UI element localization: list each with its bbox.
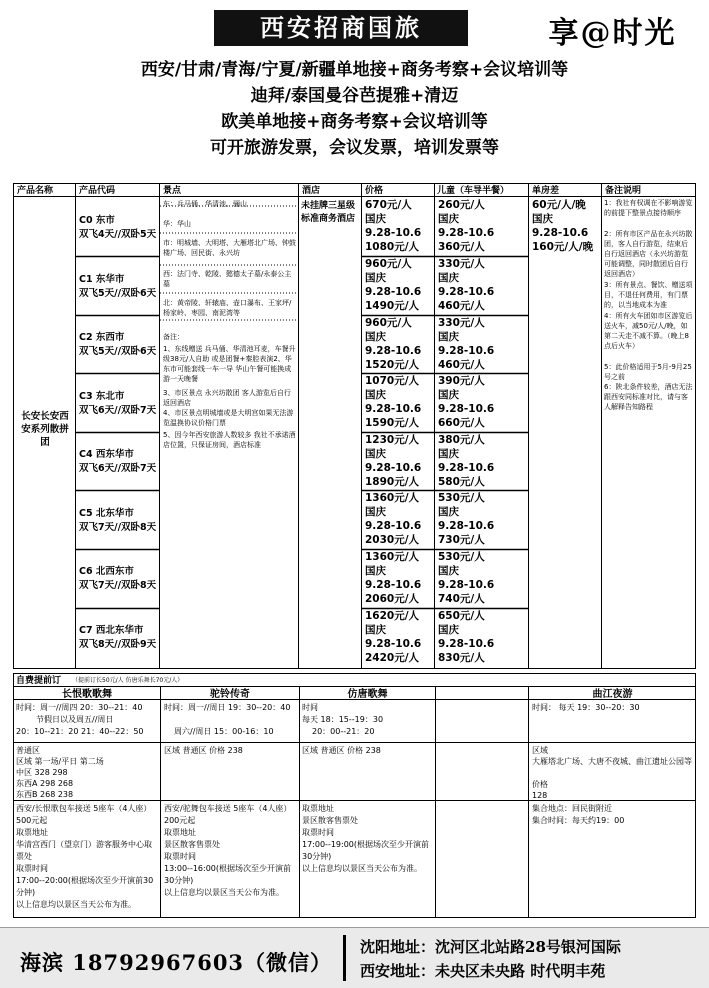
area-changhen-head: 区域 第一场/平日 第二场 — [16, 757, 104, 766]
child-price-c7: 650元/人 — [438, 610, 485, 622]
time-changhen-2: 节假日以及周五//周日 — [36, 715, 114, 724]
child-holiday-price-c1: 460元/人 — [438, 300, 485, 312]
child-holiday-price-c0: 360元/人 — [438, 241, 485, 253]
adult-holiday-price-c0: 1080元/人 — [365, 241, 420, 253]
code-c4-days: 双飞6天//双卧7天 — [79, 463, 157, 474]
code-c5: C5 北东华市 — [79, 508, 134, 519]
time-fangtang-label: 时间 — [302, 703, 318, 712]
remarks-title: 备注： — [163, 333, 184, 341]
time-tuoling-1: 时间：周一//周日 19：30--20：40 — [164, 703, 291, 712]
ticket-tuoling-car: 西安/驼舞包车接送 5座车（4人座）200元起 — [164, 804, 292, 825]
note-1: 1：我社有权调在不影响游览的前提下整景点接待顺序 — [604, 199, 693, 217]
adult-holiday-dates-c1: 9.28-10.6 — [365, 286, 422, 298]
slogan-text: 享@时光 — [548, 16, 677, 51]
child-price-c2: 330元/人 — [438, 317, 485, 329]
area-changhen-a: 东西A 298 268 — [16, 779, 74, 788]
child-holiday-dates-c6: 9.28-10.6 — [438, 579, 495, 591]
footer-divider — [343, 935, 346, 981]
footer-address-xian: 西安地址：未央区未央路 时代明丰苑 — [360, 962, 606, 980]
remark-5: 5、因今年西安旅游人数较多 我社不承诺酒店位置，只保证房间，酒店标准 — [163, 431, 296, 449]
adult-holiday-dates-c2: 9.28-10.6 — [365, 345, 422, 357]
product-name: 长安长安西安系列散拼团 — [21, 411, 69, 448]
child-holiday-label-c5: 国庆 — [438, 506, 459, 518]
adult-holiday-label-c0: 国庆 — [365, 213, 386, 225]
options-subtitle: （提前订长50元/人 仿唐乐舞长70元/人） — [72, 677, 184, 684]
child-holiday-label-c3: 国庆 — [438, 389, 459, 401]
adult-holiday-label-c6: 国庆 — [365, 565, 386, 577]
single-room-price: 60元/人/晚 — [532, 199, 586, 211]
agency-title: 西安招商国旅 — [214, 10, 468, 46]
adult-holiday-price-c5: 2030元/人 — [365, 534, 420, 546]
code-c7: C7 西北东华市 — [79, 625, 144, 636]
header-notes: 备注说明 — [605, 186, 642, 196]
child-holiday-dates-c1: 9.28-10.6 — [438, 286, 495, 298]
child-holiday-dates-c2: 9.28-10.6 — [438, 345, 495, 357]
footer-address-shenyang: 沈阳地址：沈河区北站路28号银河国际 — [360, 938, 621, 956]
ticket-tuoling-time-label: 取票时间 — [164, 852, 196, 861]
child-price-c3: 390元/人 — [438, 375, 485, 387]
child-price-c4: 380元/人 — [438, 434, 485, 446]
hotel-standard: 未挂牌三星级标准商务酒店 — [301, 201, 356, 224]
adult-holiday-label-c1: 国庆 — [365, 272, 386, 284]
footer-contact: 海滨 18792967603（微信） — [20, 950, 333, 975]
spots-west: 西：法门寺、乾陵、懿德太子墓/永泰公主墓 — [163, 270, 292, 288]
child-holiday-price-c3: 660元/人 — [438, 417, 485, 429]
header-hotel: 酒店 — [302, 186, 321, 196]
child-holiday-dates-c7: 9.28-10.6 — [438, 638, 495, 650]
remark-4: 4、市区景点明城墙或是大明宫如果无法游览温换协议价格门票 — [163, 409, 294, 427]
spots-north: 北：黄帝陵、轩辕庙、壶口瀑布、王家坪/杨家岭、枣园、南泥湾等 — [163, 299, 292, 317]
note-2: 2：所有市区产品在永兴坊散团，客人自行游览，结束后自行返回酒店（永兴坊游览可能调整，同时散团后自行返回酒店） — [604, 230, 693, 278]
note-5: 5：此价格适用于5月-9月25号之前 — [604, 363, 692, 381]
time-tuoling-2: 周六//周日 15：00-16：10 — [174, 727, 274, 736]
ticket-fangtang-note: 以上信息均以景区当天公布为准。 — [302, 864, 422, 873]
area-changhen-mid: 中区 328 298 — [16, 768, 68, 777]
time-qujiang: 时间： 每天 19：30--20：30 — [532, 703, 640, 712]
code-c2: C2 东西市 — [79, 332, 125, 343]
single-room-dates: 9.28-10.6 — [532, 227, 589, 239]
code-c0-days: 双飞4天//双卧5天 — [79, 229, 157, 240]
adult-holiday-label-c2: 国庆 — [365, 331, 386, 343]
child-holiday-dates-c4: 9.28-10.6 — [438, 462, 495, 474]
area-changhen-b: 东西B 268 238 — [16, 790, 74, 799]
qujiang-meet-place: 集合地点：回民街附近 — [532, 804, 612, 813]
child-holiday-label-c0: 国庆 — [438, 213, 459, 225]
adult-holiday-price-c3: 1590元/人 — [365, 417, 420, 429]
code-c6: C6 北西东市 — [79, 566, 134, 577]
area-qujiang-price: 128 — [532, 791, 548, 800]
child-price-c1: 330元/人 — [438, 258, 485, 270]
code-c2-days: 双飞5天//双卧6天 — [79, 346, 157, 357]
ticket-fangtang-time: 17:00--19:00(根据场次至少开演前30分钟) — [302, 840, 430, 861]
single-room-holiday-price: 160元/人/晚 — [532, 241, 594, 253]
code-c1: C1 东华市 — [79, 274, 125, 285]
intro-line-1: 西安/甘肃/青海/宁夏/新疆单地接+商务考察+会议培训等 — [140, 60, 569, 80]
adult-holiday-price-c2: 1520元/人 — [365, 359, 420, 371]
ticket-changhen-addr: 华清宫西门（望京门）游客服务中心取票处 — [16, 840, 152, 861]
code-c3-days: 双飞6天//双卧7天 — [79, 405, 157, 416]
child-holiday-price-c4: 580元/人 — [438, 476, 485, 488]
child-price-c6: 530元/人 — [438, 551, 485, 563]
note-4: 4：所有火车团如市区游览后送火车，减50元/人/晚，如第二天走不减不算。（晚上8点后火车） — [604, 312, 693, 350]
child-holiday-label-c7: 国庆 — [438, 624, 459, 636]
child-price-c5: 530元/人 — [438, 492, 485, 504]
child-holiday-price-c5: 730元/人 — [438, 534, 485, 546]
show-qujiang: 曲江夜游 — [592, 689, 633, 700]
child-holiday-dates-c3: 9.28-10.6 — [438, 403, 495, 415]
child-holiday-price-c2: 460元/人 — [438, 359, 485, 371]
header-single-room: 单房差 — [532, 186, 560, 196]
adult-price-c6: 1360元/人 — [365, 551, 420, 563]
adult-price-c7: 1620元/人 — [365, 610, 420, 622]
remark-1-2: 1、东线赠送 兵马俑、华清池耳麦，车餐升级38元/人自助 或是团餐+秦腔表演2、华东市可能套线一车一导 华山午餐可能换成游一天晚餐 — [163, 345, 296, 383]
code-c4: C4 西东华市 — [79, 449, 134, 460]
adult-holiday-label-c5: 国庆 — [365, 506, 386, 518]
ticket-changhen-car: 西安/长恨歌包车接送 5座车（4人座）500元起 — [16, 804, 152, 825]
adult-holiday-label-c7: 国庆 — [365, 624, 386, 636]
time-fangtang-2: 20：00--21：20 — [312, 727, 375, 736]
child-holiday-label-c1: 国庆 — [438, 272, 459, 284]
adult-holiday-label-c3: 国庆 — [365, 389, 386, 401]
child-holiday-dates-c0: 9.28-10.6 — [438, 227, 495, 239]
child-price-c0: 260元/人 — [438, 199, 485, 211]
intro-line-3: 欧美单地接+商务考察+会议培训等 — [221, 112, 488, 132]
options-title: 自费提前订 — [16, 676, 62, 686]
show-tuoling: 驼铃传奇 — [210, 689, 250, 700]
adult-price-c0: 670元/人 — [365, 199, 412, 211]
area-qujiang-label: 区域 — [532, 746, 548, 755]
ticket-changhen-note: 以上信息均以景区当天公布为准。 — [16, 900, 136, 909]
remark-3: 3、市区景点 永兴坊散团 客人游览后自行返回酒店 — [163, 389, 291, 407]
child-holiday-label-c2: 国庆 — [438, 331, 459, 343]
code-c6-days: 双飞7天//双卧8天 — [79, 580, 157, 591]
ticket-tuoling-addr: 景区散客售票处 — [164, 840, 220, 849]
note-6: 6：陕北条件较差，酒店无法跟西安同标准对比，请与客人解释告知路程 — [604, 383, 693, 411]
adult-holiday-price-c1: 1490元/人 — [365, 300, 420, 312]
ticket-changhen-time: 17:00--20:00(根据场次至少开演前30分钟) — [16, 876, 154, 897]
time-changhen-1: 时间：周一//周四 20：30--21：40 — [16, 703, 143, 712]
ticket-tuoling-time: 13:00--16:00(根据场次至少开演前30分钟) — [164, 864, 292, 885]
spots-east: 东：兵马俑、华清池、骊山 — [163, 200, 247, 208]
adult-holiday-price-c6: 2060元/人 — [365, 593, 420, 605]
adult-holiday-dates-c4: 9.28-10.6 — [365, 462, 422, 474]
note-3: 3：所有景点、餐饮、赠送项目，不退任何费用，有门票的，以当地成本为准 — [604, 281, 693, 309]
single-room-holiday: 国庆 — [532, 213, 553, 225]
header-child: 儿童（车导半餐） — [437, 186, 510, 196]
time-changhen-3: 20：10--21：20 21：40--22：50 — [16, 727, 144, 736]
code-c7-days: 双飞8天//双卧9天 — [79, 639, 157, 650]
child-holiday-price-c7: 830元/人 — [438, 652, 485, 664]
area-qujiang-places: 大雁塔北广场、大唐不夜城、曲江遗址公园等 — [532, 757, 692, 766]
child-holiday-label-c6: 国庆 — [438, 565, 459, 577]
ticket-fangtang-time-label: 取票时间 — [302, 828, 334, 837]
header-product-name: 产品名称 — [17, 186, 54, 196]
show-changhen: 长恨歌歌舞 — [62, 689, 112, 700]
child-holiday-label-c4: 国庆 — [438, 448, 459, 460]
ticket-changhen-addr-label: 取票地址 — [16, 828, 48, 837]
header-price: 价格 — [365, 186, 384, 196]
ticket-tuoling-note: 以上信息均以景区当天公布为准。 — [164, 888, 284, 897]
adult-holiday-dates-c3: 9.28-10.6 — [365, 403, 422, 415]
spots-hua: 华：华山 — [163, 220, 191, 228]
header-product-code: 产品代码 — [79, 186, 116, 196]
code-c0: C0 东市 — [79, 215, 115, 226]
adult-holiday-dates-c0: 9.28-10.6 — [365, 227, 422, 239]
adult-holiday-dates-c5: 9.28-10.6 — [365, 520, 422, 532]
adult-holiday-price-c7: 2420元/人 — [365, 652, 420, 664]
adult-holiday-price-c4: 1890元/人 — [365, 476, 420, 488]
child-holiday-price-c6: 740元/人 — [438, 593, 485, 605]
intro-line-2: 迪拜/泰国曼谷芭提雅+清迈 — [250, 86, 459, 106]
adult-holiday-dates-c6: 9.28-10.6 — [365, 579, 422, 591]
adult-price-c5: 1360元/人 — [365, 492, 420, 504]
adult-holiday-dates-c7: 9.28-10.6 — [365, 638, 422, 650]
area-changhen-title: 普通区 — [16, 746, 40, 755]
header-spots: 景点 — [163, 186, 182, 196]
intro-line-4: 可开旅游发票，会议发票，培训发票等 — [210, 138, 499, 158]
area-fangtang: 区域 普通区 价格 238 — [302, 746, 381, 755]
adult-holiday-label-c4: 国庆 — [365, 448, 386, 460]
ticket-tuoling-addr-label: 取票地址 — [164, 828, 196, 837]
qujiang-meet-time: 集合时间：每天约19：00 — [532, 816, 625, 825]
adult-price-c3: 1070元/人 — [365, 375, 420, 387]
code-c3: C3 东北市 — [79, 391, 125, 402]
area-qujiang-price-label: 价格 — [532, 780, 548, 789]
child-holiday-dates-c5: 9.28-10.6 — [438, 520, 495, 532]
show-fangtang: 仿唐歌舞 — [347, 689, 388, 700]
code-c5-days: 双飞7天//双卧8天 — [79, 522, 157, 533]
time-fangtang-1: 每天 18：15--19：30 — [302, 715, 384, 724]
adult-price-c1: 960元/人 — [365, 258, 412, 270]
spots-city: 市：明城墙、大明塔、大雁塔北广场、钟鼓楼广场、回民街、永兴坊 — [163, 239, 296, 257]
code-c1-days: 双飞5天//双卧6天 — [79, 288, 157, 299]
adult-price-c4: 1230元/人 — [365, 434, 420, 446]
ticket-changhen-time-label: 取票时间 — [16, 864, 48, 873]
ticket-fangtang-addr: 景区散客售票处 — [302, 816, 358, 825]
area-tuoling: 区域 普通区 价格 238 — [164, 746, 243, 755]
ticket-fangtang-addr-label: 取票地址 — [302, 804, 334, 813]
adult-price-c2: 960元/人 — [365, 317, 412, 329]
